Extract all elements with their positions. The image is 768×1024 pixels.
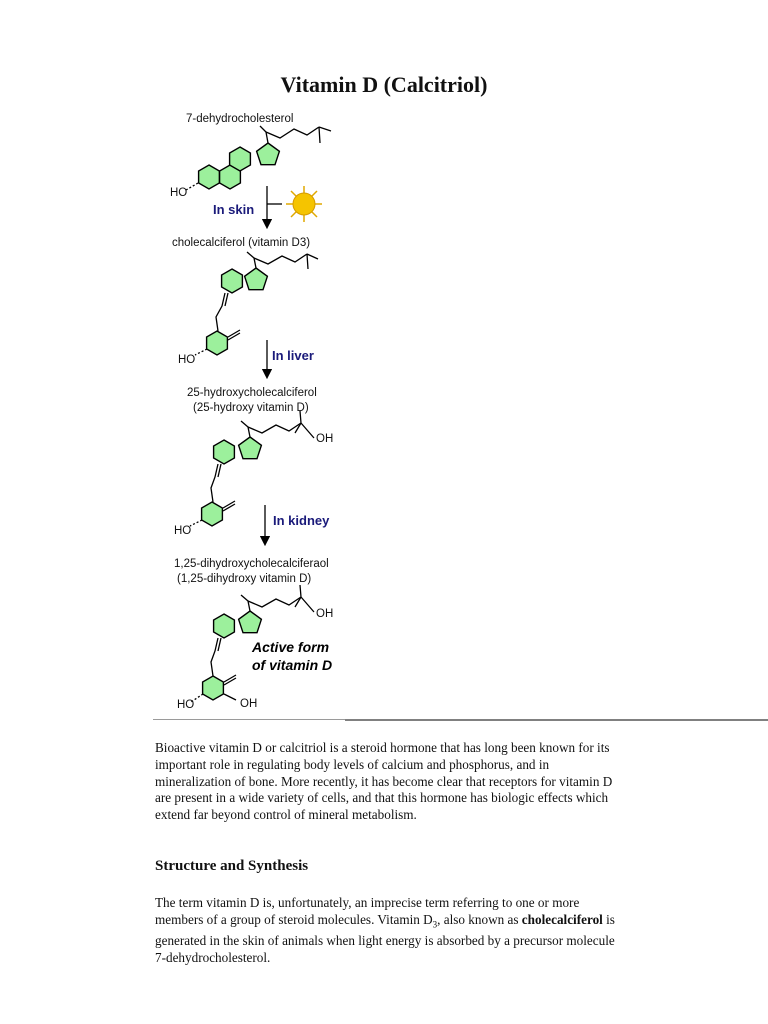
sun-icon xyxy=(286,186,322,222)
compound-name-25-hydroxy-vitamin-d: (25-hydroxy vitamin D) xyxy=(193,402,309,414)
ring-d xyxy=(257,143,280,165)
active-form-label-line1: Active form xyxy=(252,639,330,655)
intro-paragraph: Bioactive vitamin D or calcitriol is a steroid hormone that has long been known for its important role in regulating body levels of calcium and phosphorus, and in mineralization of bone. More recently, it has become clear that receptors for vitamin D are present in a wide variety of cells, and that this hormone has biologic effects which extend far beyond control of mineral metabolism. xyxy=(155,740,613,823)
step-label-in-skin: In skin xyxy=(213,202,255,217)
hydroxyl-label: HO xyxy=(170,187,188,199)
hydroxyl-label: OH xyxy=(316,433,334,445)
active-form-label-line2: of vitamin D xyxy=(252,657,333,673)
ring-a xyxy=(199,165,220,189)
ring-c xyxy=(230,147,251,171)
hydroxyl-label: OH xyxy=(240,698,258,710)
hydroxyl-label: HO xyxy=(178,354,196,366)
ring-a xyxy=(203,676,224,700)
vitamin-d3-subscript: 3 xyxy=(432,919,438,930)
hydroxyl-label: HO xyxy=(177,699,195,711)
molecule-7-dehydrocholesterol xyxy=(170,126,331,199)
ring-c xyxy=(214,440,235,464)
ring-c xyxy=(222,269,243,293)
section-heading-structure-synthesis: Structure and Synthesis xyxy=(155,858,309,874)
divider-rule xyxy=(153,719,345,720)
structure-paragraph xyxy=(155,895,615,967)
reaction-step-in-skin xyxy=(213,186,322,224)
divider-rule xyxy=(345,719,768,721)
ring-d xyxy=(239,611,262,633)
compound-name-1-25-dihydroxy-vitamin-d: (1,25-dihydroxy vitamin D) xyxy=(177,573,312,585)
ring-c xyxy=(214,614,235,638)
step-label-in-liver: In liver xyxy=(272,348,314,363)
hydroxyl-label: HO xyxy=(174,525,192,537)
ring-d xyxy=(239,437,262,459)
cholecalciferol-term: cholecalciferol xyxy=(521,911,603,927)
ring-a xyxy=(202,502,223,526)
ring-a xyxy=(207,331,228,355)
structure-text-part3: is generated in the skin of animals when light energy is absorbed by a precursor molecule 7-dehydrocholesterol. xyxy=(155,911,615,966)
compound-name-1-25-dihydroxycholecalciferol: 1,25-dihydroxycholecalciferaol xyxy=(174,558,329,570)
hydroxyl-label: OH xyxy=(316,608,334,620)
compound-name-7-dehydrocholesterol: 7-dehydrocholesterol xyxy=(186,113,294,125)
ring-d xyxy=(245,268,268,290)
structure-text-part2: , also known as xyxy=(437,911,522,927)
page-title: Vitamin D (Calcitriol) xyxy=(280,72,488,97)
reaction-step-in-kidney xyxy=(265,505,330,541)
compound-name-cholecalciferol: cholecalciferol (vitamin D3) xyxy=(172,237,311,249)
step-label-in-kidney: In kidney xyxy=(273,513,330,528)
structure-text-part1: The term vitamin D is, unfortunately, an imprecise term referring to one or more members of a group of steroid molecules. Vitamin D xyxy=(155,895,580,927)
compound-name-25-hydroxycholecalciferol: 25-hydroxycholecalciferol xyxy=(187,387,317,399)
reaction-step-in-liver xyxy=(267,340,314,374)
